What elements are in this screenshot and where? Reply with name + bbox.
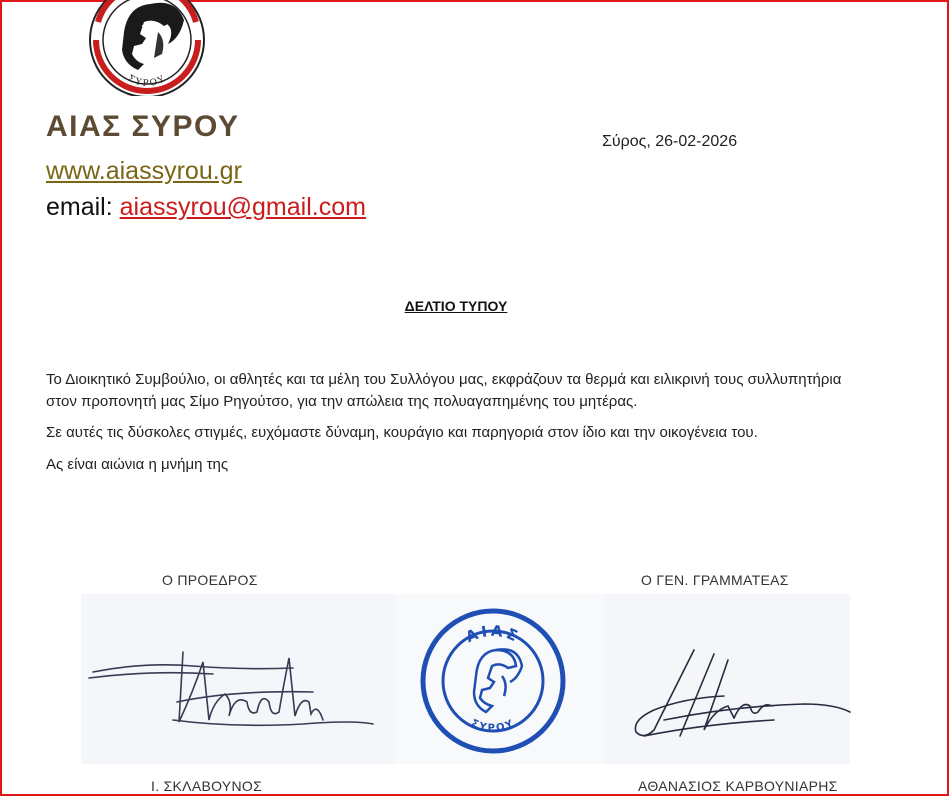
warrior-head-icon bbox=[474, 649, 522, 712]
email-label: email: bbox=[46, 193, 120, 221]
secretary-signature bbox=[624, 640, 854, 750]
president-name: Ι. ΣΚΛΑΒΟΥΝΟΣ bbox=[151, 778, 263, 794]
seal-bottom-text: ΣΥΡΟΥ bbox=[469, 717, 517, 735]
club-name: ΑΙΑΣ ΣΥΡΟΥ bbox=[46, 110, 240, 143]
press-release-body bbox=[46, 369, 846, 485]
svg-text:ΣΥΡΟΥ bbox=[469, 718, 517, 734]
document-date: Σύρος, 26-02-2026 bbox=[602, 133, 738, 150]
body-paragraph-1: Το Διοικητικό Συμβούλιο, οι αθλητές και τα μέλη του Συλλόγου μας, εκφράζουν τα θερμά και ειλικρινή τους συλλυπητήρια στον προπονητή μας Σίμο Ρηγούτσο, για την απώλεια της πολυαγαπημένης του μητέρας. bbox=[46, 371, 842, 410]
email-link[interactable]: aiassyrou@gmail.com bbox=[119, 193, 366, 221]
president-role: Ο ΠΡΟΕΔΡΟΣ bbox=[162, 572, 258, 588]
president-signature bbox=[83, 632, 383, 752]
logo-text: ΣΥΡΟΥ bbox=[125, 73, 169, 89]
email-line bbox=[46, 193, 366, 222]
secretary-name: ΑΘΑΝΑΣΙΟΣ ΚΑΡΒΟΥΝΙΑΡΗΣ bbox=[638, 778, 838, 794]
secretary-role: Ο ΓΕΝ. ΓΡΑΜΜΑΤΕΑΣ bbox=[641, 572, 789, 588]
press-release-title: ΔΕΛΤΙΟ ΤΥΠΟΥ bbox=[404, 298, 508, 314]
seal-top-text: ΑΙΑΣ bbox=[463, 621, 524, 647]
body-paragraph-3: Ας είναι αιώνια η μνήμη της bbox=[46, 455, 229, 473]
club-logo bbox=[84, 0, 210, 96]
svg-text:ΑΙΑΣ bbox=[463, 622, 523, 647]
club-seal bbox=[418, 606, 568, 756]
body-paragraph-2: Σε αυτές τις δύσκολες στιγμές, ευχόμαστε δύναμη, κουράγιο και παρηγοριά στον ίδιο και την οικογένεια του. bbox=[46, 424, 758, 441]
website-link[interactable]: www.aiassyrou.gr bbox=[46, 157, 242, 185]
